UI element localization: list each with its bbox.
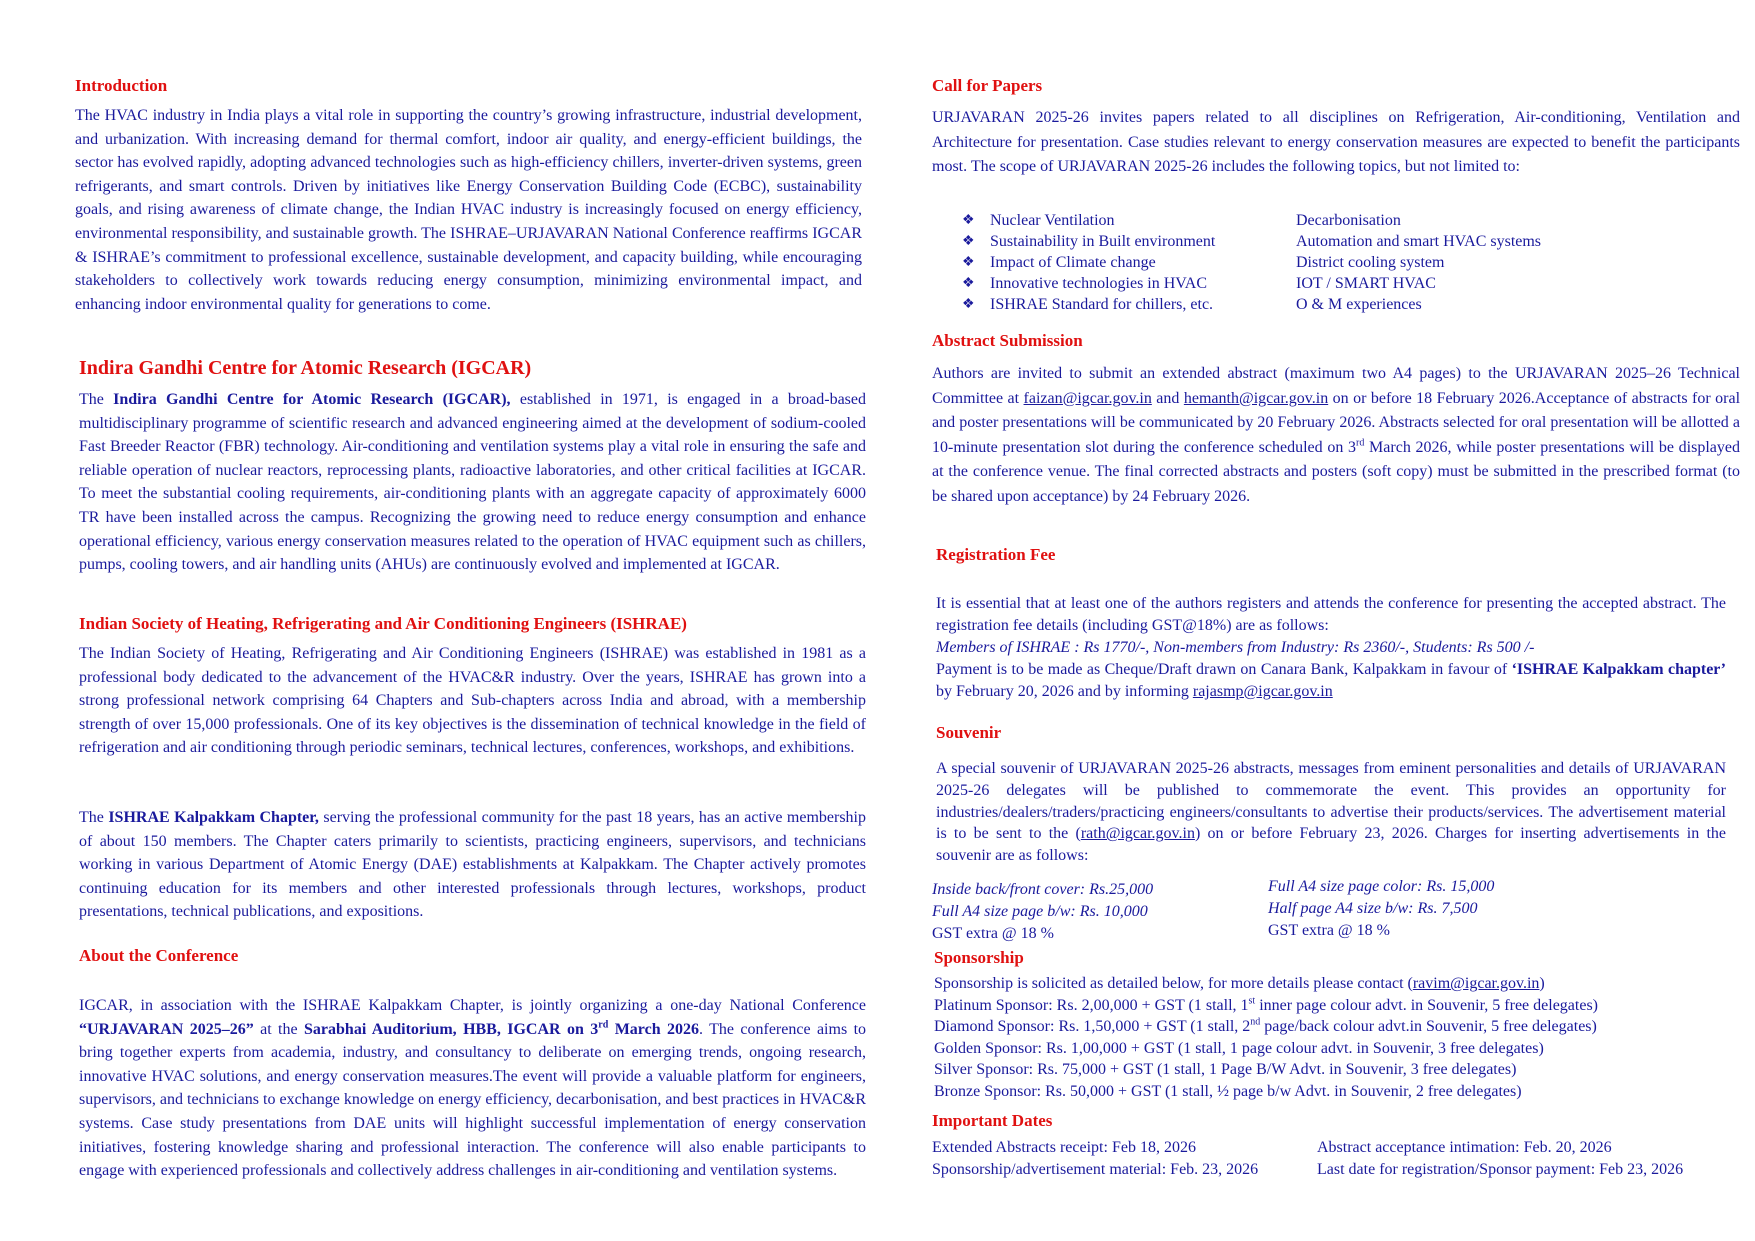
tier-text: page/back colour advt.in Souvenir, 5 free delegates): [1260, 1018, 1597, 1035]
abstract-text-4: March 2026, while poster presentations will be displayed at the conference venue. The final corrected abstracts and posters (soft copy) must be submitted in the prescribed format (to be shared upon acceptance) by 24 February 2026.: [932, 438, 1740, 505]
important-dates-heading: Important Dates: [932, 1111, 1053, 1130]
dates-row-2: [932, 1159, 1683, 1180]
topic-item: Sustainability in Built environment: [990, 233, 1216, 250]
conference-text-3: at the: [253, 1020, 305, 1038]
diamond-bullet-icon: ❖: [962, 255, 975, 270]
email-link-hemanth[interactable]: hemanth@igcar.gov.in: [1183, 389, 1329, 407]
chapter-text-pre: The: [79, 809, 109, 826]
conference-name-bold: “URJAVARAN 2025–26”: [79, 1020, 254, 1038]
souvenir-heading: Souvenir: [936, 723, 1002, 742]
abstract-text: [932, 362, 1740, 510]
tier-sup: st: [1248, 995, 1256, 1007]
topic-row: [932, 252, 1740, 273]
venue-sup: rd: [598, 1019, 609, 1031]
igcar-heading: Indira Gandhi Centre for Atomic Research (IGCAR): [79, 357, 532, 379]
topic-row: [932, 273, 1740, 294]
tier-text: Diamond Sponsor: Rs. 1,50,000 + GST (1 stall, 2: [934, 1018, 1251, 1035]
registration-text: [936, 593, 1726, 703]
tier-text: inner page colour advt. in Souvenir, 5 free delegates): [1255, 996, 1598, 1014]
price-item: Inside back/front cover: Rs.25,000: [932, 881, 1154, 898]
diamond-bullet-icon: ❖: [962, 297, 975, 312]
abstract-text-1: Authors are invited to submit an extended abstract (maximum two A4 pages) to the URJAVARAN 2025–26 Technical Committee at: [932, 365, 1740, 407]
call-for-papers-heading: Call for Papers: [932, 76, 1043, 95]
payment-text-1: Payment is to be made as Cheque/Draft drawn on Canara Bank, Kalpakkam in favour of: [936, 661, 1512, 678]
topic-row: [932, 210, 1740, 231]
souvenir-text-1: A special souvenir of URJAVARAN 2025-26 abstracts, messages from eminent personalities and details of URJAVARAN 2025-26 delegates will be published to commemorate the event. This provides an opportunity for industries/dealers/traders/practicing engineers/consultants to advertise their products/services. The advertisement material is to be sent to the (: [936, 760, 1726, 843]
souvenir-text: [936, 758, 1726, 867]
topic-item: ISHRAE Standard for chillers, etc.: [990, 296, 1214, 313]
introduction-text: The HVAC industry in India plays a vital role in supporting the country’s growing infrastructure, industrial development, and urbanization. With increasing demand for thermal comfort, indoor air quality, and energy-efficient buildings, the sector has evolved rapidly, adopting advanced technologies such as high-efficiency chillers, inverter-driven systems, green refrigerants, and smart controls. Driven by initiatives like Energy Conservation Building Code (ECBC), sustainability goals, and rising awareness of climate change, the Indian HVAC industry is increasingly focused on energy efficiency, environmental responsibility, and sustainable growth. The ISHRAE–URJAVARAN National Conference reaffirms IGCAR & ISHRAE’s commitment to professional excellence, sustainable development, and capacity building, while encouraging stakeholders to collectively work towards reducing energy consumption, minimizing environmental impact, and enhancing indoor environmental quality for generations to come.: [75, 107, 862, 313]
igcar-text-pre: The: [79, 391, 114, 408]
date-item: Sponsorship/advertisement material: Feb. 23, 2026: [932, 1161, 1259, 1178]
topic-row: [932, 231, 1740, 252]
igcar-text: [79, 388, 866, 577]
sponsor-tier-diamond: [934, 1016, 1598, 1038]
chapter-text-post: serving the professional community for the past 18 years, has an active membership of about 150 members. The Chapter caters primarily to scientists, practicing engineers, supervisors, and technicians working in various Department of Atomic Energy (DAE) establishments at Kalpakkam. The Chapter actively promotes continuing education for its members and other interested professionals through lectures, workshops, product presentations, technical publications, and expositions.: [79, 809, 866, 921]
conference-heading: About the Conference: [79, 946, 239, 965]
abstract-text-2: and: [1151, 389, 1184, 407]
dates-row-1: [932, 1137, 1612, 1158]
chapter-text-bold: ISHRAE Kalpakkam Chapter,: [108, 809, 319, 826]
price-item: Half page A4 size b/w: Rs. 7,500: [1268, 900, 1478, 917]
venue-date: March 2026: [608, 1020, 700, 1038]
payment-chapter-bold: ‘ISHRAE Kalpakkam chapter’: [1511, 661, 1727, 678]
tier-sup: nd: [1250, 1016, 1261, 1028]
gst-note: GST extra @ 18 %: [932, 925, 1054, 942]
topic-item: Impact of Climate change: [990, 254, 1156, 271]
registration-fees: Members of ISHRAE : Rs 1770/-, Non-members from Industry: Rs 2360/-, Students: Rs 500 /-: [936, 639, 1535, 656]
conference-text-1: IGCAR, in association with the ISHRAE Kalpakkam Chapter, is jointly organizing a one-day National Conference: [79, 997, 866, 1014]
payment-text-2: by February 20, 2026 and by informing: [936, 683, 1193, 700]
gst-note: GST extra @ 18 %: [1268, 922, 1390, 939]
registration-heading: Registration Fee: [936, 545, 1056, 564]
ishrae-text: The Indian Society of Heating, Refrigerating and Air Conditioning Engineers (ISHRAE) was established in 1981 as a professional body dedicated to the advancement of the HVAC&R industry. Over the years, ISHRAE has grown into a strong professional network comprising 64 Chapters and Sub-chapters across India and abroad, with a membership strength of over 15,000 professionals. One of its key objectives is the dissemination of technical knowledge in the field of refrigeration and air conditioning through periodic seminars, technical lectures, conferences, workshops, and exhibitions.: [79, 645, 866, 757]
introduction-heading: Introduction: [75, 76, 168, 95]
sponsor-tier-platinum: [934, 995, 1598, 1017]
sponsorship-heading: Sponsorship: [934, 948, 1024, 967]
abstract-sup: rd: [1356, 437, 1365, 449]
diamond-bullet-icon: ❖: [962, 276, 975, 291]
email-link-rath[interactable]: rath@igcar.gov.in: [1080, 825, 1195, 843]
email-link-faizan[interactable]: faizan@igcar.gov.in: [1023, 389, 1152, 407]
date-item: Abstract acceptance intimation: Feb. 20, 2026: [1317, 1139, 1612, 1156]
sponsor-tier-golden: Golden Sponsor: Rs. 1,00,000 + GST (1 stall, 1 page colour advt. in Souvenir, 3 free delegates): [934, 1039, 1544, 1057]
price-column-left: [932, 879, 1153, 945]
topic-item: Decarbonisation: [1296, 212, 1401, 229]
price-item: Full A4 size page color: Rs. 15,000: [1268, 878, 1495, 895]
sponsor-tier-silver: Silver Sponsor: Rs. 75,000 + GST (1 stall, 1 Page B/W Advt. in Souvenir, 3 free delegates): [934, 1061, 1517, 1078]
email-link-ravim[interactable]: ravim@igcar.gov.in: [1412, 975, 1540, 992]
topics-list: [932, 210, 1740, 315]
tier-text: Platinum Sponsor: Rs. 2,00,000 + GST (1 stall, 1: [934, 996, 1249, 1014]
sponsorship-intro-text: Sponsorship is solicited as detailed below, for more details please contact (: [934, 975, 1413, 992]
sponsorship-intro-close: ): [1539, 975, 1545, 992]
topic-item: Innovative technologies in HVAC: [990, 275, 1208, 292]
diamond-bullet-icon: ❖: [962, 213, 975, 228]
abstract-heading: Abstract Submission: [932, 331, 1083, 350]
call-for-papers-text: URJAVARAN 2025-26 invites papers related to all disciplines on Refrigeration, Air-conditioning, Ventilation and Architecture for presentation. Case studies relevant to energy conservation measures are expected to benefit the participants most. The scope of URJAVARAN 2025-26 includes the following topics, but not limited to:: [932, 109, 1740, 175]
ishrae-chapter-text: [79, 806, 866, 924]
conference-venue-bold: [304, 1021, 699, 1038]
igcar-text-post: established in 1971, is engaged in a broad-based multidisciplinary programme of scientific research and advanced engineering aimed at the development of sodium-cooled Fast Breeder Reactor (FBR) technology. Air-conditioning and ventilation systems play a vital role in ensuring the safe and reliable operation of nuclear reactors, reprocessing plants, radioactive laboratories, and other critical facilities at IGCAR. To meet the substantial cooling requirements, air-conditioning plants with an aggregate capacity of approximately 6000 TR have been installed across the campus. Recognizing the growing need to reduce energy consumption and enhance operational efficiency, various energy conservation measures related to the operation of HVAC equipment such as chillers, pumps, cooling towers, and air handling units (AHUs) are continuously evolved and implemented at IGCAR.: [79, 391, 867, 574]
sponsor-tier-bronze: Bronze Sponsor: Rs. 50,000 + GST (1 stall, ½ page b/w Advt. in Souvenir, 2 free delegates): [934, 1082, 1522, 1100]
topic-item: Automation and smart HVAC systems: [1296, 233, 1542, 250]
price-item: Full A4 size page b/w: Rs. 10,000: [932, 903, 1148, 920]
sponsorship-intro: [934, 973, 1598, 995]
topic-row: [932, 294, 1740, 315]
souvenir-text-2: ) on or before February 23, 2026. Charges for inserting advertisements in the souvenir are as follows:: [936, 825, 1726, 865]
price-column-right: [1268, 876, 1494, 942]
conference-text: [79, 994, 866, 1183]
conference-text-6: . The conference aims to bring together experts from academia, industry, and consultancy to deliberate on emerging trends, ongoing research, innovative HVAC solutions, and energy conservation measures.The event will provide a valuable platform for engineers, supervisors, and technicians to exchange knowledge on energy efficiency, decarbonisation, and best practices in HVAC&R systems. Case study presentations from DAE units will highlight successful implementation of energy conservation initiatives, fostering knowledge sharing and professional interaction. The conference will also enable participants to engage with experienced professionals and collectively address challenges in air-conditioning and ventilation systems.: [79, 1020, 867, 1180]
venue-text: Sarabhai Auditorium, HBB, IGCAR on 3: [304, 1020, 599, 1038]
date-item: Last date for registration/Sponsor payment: Feb 23, 2026: [1317, 1161, 1684, 1178]
topic-item: IOT / SMART HVAC: [1296, 275, 1436, 292]
diamond-bullet-icon: ❖: [962, 234, 975, 249]
igcar-text-bold: Indira Gandhi Centre for Atomic Research (IGCAR),: [113, 391, 511, 408]
email-link-rajasmp[interactable]: rajasmp@igcar.gov.in: [1192, 683, 1333, 700]
date-item: Extended Abstracts receipt: Feb 18, 2026: [932, 1139, 1196, 1156]
topic-item: O & M experiences: [1296, 296, 1422, 313]
topic-item: District cooling system: [1296, 254, 1445, 271]
sponsorship-list: [934, 973, 1598, 1102]
topic-item: Nuclear Ventilation: [990, 212, 1115, 229]
registration-text-body: It is essential that at least one of the authors registers and attends the conference for presenting the accepted abstract. The registration fee details (including GST@18%) are as follows:: [936, 595, 1726, 634]
abstract-text-3: on or before 18 February 2026.Acceptance of abstracts for oral and poster presentations will be communicated by 20 February 2026. Abstracts selected for oral presentation will be allotted a 10-minute presentation slot during the conference scheduled on 3: [932, 389, 1741, 456]
ishrae-heading: Indian Society of Heating, Refrigerating and Air Conditioning Engineers (ISHRAE): [79, 614, 687, 633]
